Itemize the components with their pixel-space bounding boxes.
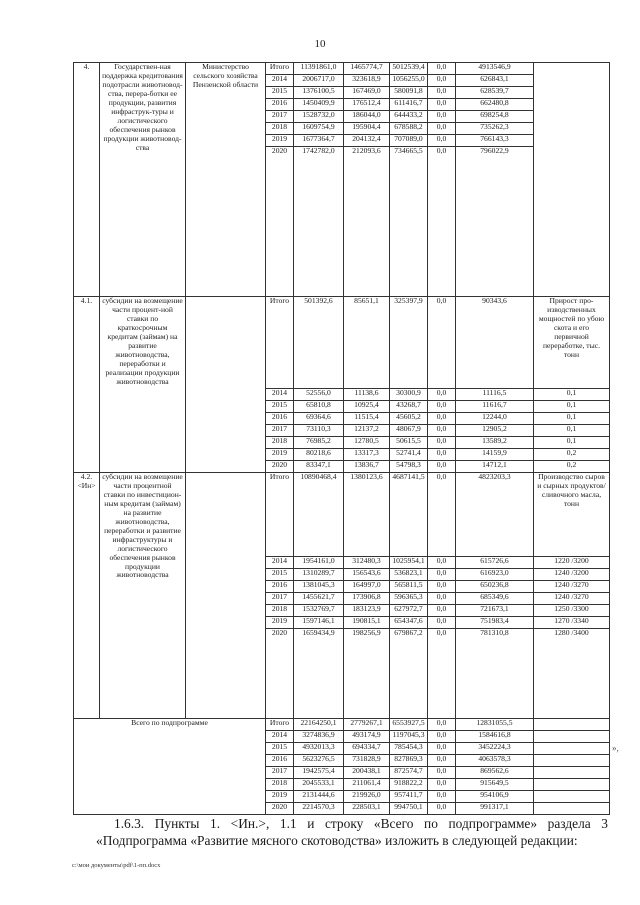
item-num: 4. bbox=[74, 63, 100, 297]
cell-other: 3452224,3 bbox=[456, 743, 534, 755]
cell-result bbox=[534, 63, 610, 297]
cell-other: 751983,4 bbox=[456, 617, 534, 629]
cell-total: 1381045,3 bbox=[294, 581, 344, 593]
cell-reg: 957411,7 bbox=[390, 791, 428, 803]
cell-other: 869562,6 bbox=[456, 767, 534, 779]
cell-reg: 734665,5 bbox=[390, 147, 428, 297]
amendment-paragraph bbox=[96, 815, 608, 849]
footer-file-path: c:\мои документы\pdf\1-пп.docx bbox=[72, 862, 161, 869]
cell-total: 83347,1 bbox=[294, 461, 344, 473]
cell-reg: 707089,0 bbox=[390, 135, 428, 147]
cell-loc: 0,0 bbox=[428, 743, 456, 755]
table-row bbox=[74, 297, 610, 389]
cell-other: 90343,6 bbox=[456, 297, 534, 389]
cell-year: Итого bbox=[266, 719, 294, 731]
cell-reg: 596365,3 bbox=[390, 593, 428, 605]
cell-year: 2019 bbox=[266, 135, 294, 147]
cell-reg: 45605,2 bbox=[390, 413, 428, 425]
cell-reg: 654347,6 bbox=[390, 617, 428, 629]
cell-total: 1376100,5 bbox=[294, 87, 344, 99]
cell-loc: 0,0 bbox=[428, 437, 456, 449]
cell-loc: 0,0 bbox=[428, 473, 456, 557]
cell-reg: 48067,9 bbox=[390, 425, 428, 437]
cell-year: 2015 bbox=[266, 569, 294, 581]
cell-fed: 195904,4 bbox=[344, 123, 390, 135]
cell-year: 2015 bbox=[266, 87, 294, 99]
cell-total: 501392,6 bbox=[294, 297, 344, 389]
cell-fed: 11515,4 bbox=[344, 413, 390, 425]
cell-result-value: 1270 /3340 bbox=[534, 617, 610, 629]
cell-loc: 0,0 bbox=[428, 147, 456, 297]
cell-year: 2020 bbox=[266, 147, 294, 297]
cell-result-value: 1240 /3270 bbox=[534, 593, 610, 605]
item-num: 4.1. bbox=[74, 297, 100, 473]
cell-reg: 1025954,1 bbox=[390, 557, 428, 569]
cell-other: 11116,5 bbox=[456, 389, 534, 401]
cell-loc: 0,0 bbox=[428, 75, 456, 87]
cell-result-value: 0,1 bbox=[534, 413, 610, 425]
cell-loc: 0,0 bbox=[428, 791, 456, 803]
cell-reg: 644433,2 bbox=[390, 111, 428, 123]
cell-year: Итого bbox=[266, 297, 294, 389]
cell-other: 662480,8 bbox=[456, 99, 534, 111]
cell-fed: 731828,9 bbox=[344, 755, 390, 767]
table-row bbox=[74, 473, 610, 557]
cell-total: 1742782,0 bbox=[294, 147, 344, 297]
total-label: Всего по подпрограмме bbox=[74, 719, 266, 815]
cell-loc: 0,0 bbox=[428, 731, 456, 743]
cell-fed: 228503,1 bbox=[344, 803, 390, 815]
cell-fed: 11138,6 bbox=[344, 389, 390, 401]
cell-other: 685349,6 bbox=[456, 593, 534, 605]
cell-loc: 0,0 bbox=[428, 557, 456, 569]
cell-total: 1528732,0 bbox=[294, 111, 344, 123]
cell-result-value: 0,2 bbox=[534, 449, 610, 461]
cell-year: 2017 bbox=[266, 593, 294, 605]
cell-other: 628539,7 bbox=[456, 87, 534, 99]
cell-total: 1942575,4 bbox=[294, 767, 344, 779]
cell-year: 2020 bbox=[266, 461, 294, 473]
cell-loc: 0,0 bbox=[428, 605, 456, 617]
cell-fed: 13836,7 bbox=[344, 461, 390, 473]
cell-reg: 536823,1 bbox=[390, 569, 428, 581]
cell-reg: 1197045,3 bbox=[390, 731, 428, 743]
cell-year: 2016 bbox=[266, 99, 294, 111]
cell-other: 735262,3 bbox=[456, 123, 534, 135]
cell-total: 1532769,7 bbox=[294, 605, 344, 617]
cell-fed: 212093,6 bbox=[344, 147, 390, 297]
page-number: 10 bbox=[314, 38, 326, 50]
cell-fed: 173906,8 bbox=[344, 593, 390, 605]
cell-other: 4823203,3 bbox=[456, 473, 534, 557]
item-name: Государствен-ная поддержка кредитования подотрасли животновод-ства, перера-ботки ее продукции, развития инфраструк-туры и логистического обеспечения рынков продукции животновод-ства bbox=[100, 63, 186, 297]
cell-fed: 164997,0 bbox=[344, 581, 390, 593]
cell-loc: 0,0 bbox=[428, 63, 456, 75]
cell-total: 2131444,6 bbox=[294, 791, 344, 803]
cell-fed: 12137,2 bbox=[344, 425, 390, 437]
cell-fed: 1380123,6 bbox=[344, 473, 390, 557]
cell-year: 2016 bbox=[266, 413, 294, 425]
cell-other: 915649,5 bbox=[456, 779, 534, 791]
cell-result-value: 1250 /3300 bbox=[534, 605, 610, 617]
cell-reg: 679867,2 bbox=[390, 629, 428, 719]
cell-total: 11391861,0 bbox=[294, 63, 344, 75]
cell-other: 991317,1 bbox=[456, 803, 534, 815]
cell-other: 14159,9 bbox=[456, 449, 534, 461]
cell-other: 12905,2 bbox=[456, 425, 534, 437]
cell-loc: 0,0 bbox=[428, 803, 456, 815]
cell-result-value bbox=[534, 719, 610, 731]
cell-reg: 611416,7 bbox=[390, 99, 428, 111]
cell-total: 3274836,9 bbox=[294, 731, 344, 743]
cell-reg: 785454,3 bbox=[390, 743, 428, 755]
cell-result-value: 0,1 bbox=[534, 425, 610, 437]
cell-total: 2214570,3 bbox=[294, 803, 344, 815]
cell-loc: 0,0 bbox=[428, 401, 456, 413]
cell-result: Прирост про-изводственных мощностей по убою скота и его первичной переработке, тыс. тонн bbox=[534, 297, 610, 389]
cell-result-value bbox=[534, 743, 610, 755]
cell-result-value bbox=[534, 791, 610, 803]
cell-year: 2016 bbox=[266, 755, 294, 767]
cell-reg: 54798,3 bbox=[390, 461, 428, 473]
cell-other: 616923,0 bbox=[456, 569, 534, 581]
cell-year: 2019 bbox=[266, 791, 294, 803]
cell-other: 4913546,9 bbox=[456, 63, 534, 75]
cell-year: 2019 bbox=[266, 449, 294, 461]
cell-loc: 0,0 bbox=[428, 87, 456, 99]
cell-total: 1677364,7 bbox=[294, 135, 344, 147]
cell-total: 69364,6 bbox=[294, 413, 344, 425]
cell-loc: 0,0 bbox=[428, 617, 456, 629]
cell-loc: 0,0 bbox=[428, 569, 456, 581]
cell-loc: 0,0 bbox=[428, 111, 456, 123]
cell-reg: 994750,1 bbox=[390, 803, 428, 815]
cell-result-value bbox=[534, 755, 610, 767]
cell-result-value: 0,1 bbox=[534, 437, 610, 449]
cell-reg: 30300,9 bbox=[390, 389, 428, 401]
cell-result-value bbox=[534, 731, 610, 743]
cell-fed: 200438,1 bbox=[344, 767, 390, 779]
cell-other: 4063578,3 bbox=[456, 755, 534, 767]
cell-other: 14712,1 bbox=[456, 461, 534, 473]
cell-year: 2018 bbox=[266, 605, 294, 617]
cell-loc: 0,0 bbox=[428, 581, 456, 593]
cell-total: 1954161,0 bbox=[294, 557, 344, 569]
cell-fed: 493174,9 bbox=[344, 731, 390, 743]
cell-total: 10890468,4 bbox=[294, 473, 344, 557]
cell-year: 2016 bbox=[266, 581, 294, 593]
cell-result-value bbox=[534, 779, 610, 791]
cell-reg: 52741,4 bbox=[390, 449, 428, 461]
cell-year: 2017 bbox=[266, 111, 294, 123]
item-num: 4.2. <Ин> bbox=[74, 473, 100, 719]
cell-other: 721673,1 bbox=[456, 605, 534, 617]
cell-loc: 0,0 bbox=[428, 135, 456, 147]
cell-fed: 323618,9 bbox=[344, 75, 390, 87]
cell-year: 2014 bbox=[266, 557, 294, 569]
item-exec bbox=[186, 473, 266, 719]
cell-year: 2014 bbox=[266, 731, 294, 743]
cell-other: 796022,9 bbox=[456, 147, 534, 297]
cell-total: 1609754,9 bbox=[294, 123, 344, 135]
margin-mark: », bbox=[612, 743, 619, 753]
cell-loc: 0,0 bbox=[428, 413, 456, 425]
cell-year: 2014 bbox=[266, 75, 294, 87]
cell-year: 2018 bbox=[266, 779, 294, 791]
cell-result-value bbox=[534, 767, 610, 779]
cell-result-value: 1240 /3200 bbox=[534, 569, 610, 581]
cell-year: 2014 bbox=[266, 389, 294, 401]
cell-total: 1597146,1 bbox=[294, 617, 344, 629]
cell-loc: 0,0 bbox=[428, 389, 456, 401]
cell-total: 4932013,3 bbox=[294, 743, 344, 755]
cell-total: 1450409,9 bbox=[294, 99, 344, 111]
cell-reg: 827869,3 bbox=[390, 755, 428, 767]
budget-table bbox=[73, 62, 610, 815]
cell-fed: 183123,9 bbox=[344, 605, 390, 617]
cell-other: 954106,9 bbox=[456, 791, 534, 803]
cell-other: 626843,1 bbox=[456, 75, 534, 87]
cell-reg: 1056255,0 bbox=[390, 75, 428, 87]
table-row bbox=[74, 63, 610, 75]
cell-year: 2018 bbox=[266, 437, 294, 449]
cell-other: 11616,7 bbox=[456, 401, 534, 413]
cell-result-value: 0,1 bbox=[534, 389, 610, 401]
cell-total: 5623276,5 bbox=[294, 755, 344, 767]
cell-other: 698254,8 bbox=[456, 111, 534, 123]
cell-other: 781310,8 bbox=[456, 629, 534, 719]
cell-result: Производство сыров и сырных продуктов/ сливочного масла, тонн bbox=[534, 473, 610, 557]
cell-fed: 2779267,1 bbox=[344, 719, 390, 731]
item-name: субсидии на возмещение части процент-ной ставки по краткосрочным кредитам (займам) на развитие животноводства, переработки и реализации продукции животноводства bbox=[100, 297, 186, 473]
cell-fed: 186044,0 bbox=[344, 111, 390, 123]
cell-reg: 627972,7 bbox=[390, 605, 428, 617]
cell-total: 1659434,9 bbox=[294, 629, 344, 719]
cell-year: Итого bbox=[266, 473, 294, 557]
cell-result-value bbox=[534, 803, 610, 815]
cell-loc: 0,0 bbox=[428, 123, 456, 135]
cell-total: 2045533,1 bbox=[294, 779, 344, 791]
cell-loc: 0,0 bbox=[428, 755, 456, 767]
cell-loc: 0,0 bbox=[428, 99, 456, 111]
cell-year: 2019 bbox=[266, 617, 294, 629]
cell-other: 650236,8 bbox=[456, 581, 534, 593]
amendment-text: 1.6.3. Пункты 1. <Ин.>, 1.1 и строку «Всего по подпрограмме» раздела 3 «Подпрограмма «Развитие мясного скотоводства» изложить в следующей редакции: bbox=[96, 816, 608, 848]
cell-other: 615726,6 bbox=[456, 557, 534, 569]
cell-loc: 0,0 bbox=[428, 779, 456, 791]
cell-reg: 325397,9 bbox=[390, 297, 428, 389]
cell-loc: 0,0 bbox=[428, 629, 456, 719]
cell-reg: 565811,5 bbox=[390, 581, 428, 593]
cell-year: 2017 bbox=[266, 425, 294, 437]
cell-reg: 6553927,5 bbox=[390, 719, 428, 731]
cell-loc: 0,0 bbox=[428, 297, 456, 389]
cell-other: 12831055,5 bbox=[456, 719, 534, 731]
cell-total: 65810,8 bbox=[294, 401, 344, 413]
item-exec bbox=[186, 297, 266, 473]
cell-year: 2020 bbox=[266, 629, 294, 719]
cell-result-value: 0,2 bbox=[534, 461, 610, 473]
cell-loc: 0,0 bbox=[428, 425, 456, 437]
cell-fed: 176512,4 bbox=[344, 99, 390, 111]
cell-fed: 694334,7 bbox=[344, 743, 390, 755]
cell-fed: 204132,4 bbox=[344, 135, 390, 147]
cell-total: 76985,2 bbox=[294, 437, 344, 449]
cell-fed: 156543,6 bbox=[344, 569, 390, 581]
cell-fed: 167469,0 bbox=[344, 87, 390, 99]
cell-reg: 872574,7 bbox=[390, 767, 428, 779]
cell-fed: 1465774,7 bbox=[344, 63, 390, 75]
cell-total: 2006717,0 bbox=[294, 75, 344, 87]
cell-fed: 312480,3 bbox=[344, 557, 390, 569]
cell-result-value: 1240 /3270 bbox=[534, 581, 610, 593]
cell-reg: 50615,5 bbox=[390, 437, 428, 449]
cell-loc: 0,0 bbox=[428, 449, 456, 461]
cell-fed: 13317,3 bbox=[344, 449, 390, 461]
cell-year: Итого bbox=[266, 63, 294, 75]
cell-total: 1455621,7 bbox=[294, 593, 344, 605]
cell-reg: 580091,8 bbox=[390, 87, 428, 99]
cell-total: 22164250,1 bbox=[294, 719, 344, 731]
cell-other: 13589,2 bbox=[456, 437, 534, 449]
cell-fed: 12780,5 bbox=[344, 437, 390, 449]
cell-result-value: 1220 /3200 bbox=[534, 557, 610, 569]
cell-total: 1310289,7 bbox=[294, 569, 344, 581]
cell-reg: 5012539,4 bbox=[390, 63, 428, 75]
cell-loc: 0,0 bbox=[428, 593, 456, 605]
cell-loc: 0,0 bbox=[428, 767, 456, 779]
cell-fed: 211061,4 bbox=[344, 779, 390, 791]
table-row bbox=[74, 719, 610, 731]
cell-year: 2015 bbox=[266, 743, 294, 755]
cell-fed: 190815,1 bbox=[344, 617, 390, 629]
cell-fed: 219926,0 bbox=[344, 791, 390, 803]
cell-reg: 678588,2 bbox=[390, 123, 428, 135]
cell-year: 2020 bbox=[266, 803, 294, 815]
cell-result-value: 1280 /3400 bbox=[534, 629, 610, 719]
item-name: субсидии на возмещение части процентной ставки по инвестицион-ным кредитам (займам) на развитие животноводства, переработки и развитие инфраструктуры и логистического обеспечения рынков продукции животноводства bbox=[100, 473, 186, 719]
cell-result-value: 0,1 bbox=[534, 401, 610, 413]
cell-other: 766143,3 bbox=[456, 135, 534, 147]
cell-total: 52556,0 bbox=[294, 389, 344, 401]
cell-loc: 0,0 bbox=[428, 461, 456, 473]
item-exec: Министерство сельского хозяйства Пензенской области bbox=[186, 63, 266, 297]
cell-fed: 85651,1 bbox=[344, 297, 390, 389]
cell-other: 12244,0 bbox=[456, 413, 534, 425]
cell-total: 73110,3 bbox=[294, 425, 344, 437]
cell-other: 1584616,8 bbox=[456, 731, 534, 743]
cell-reg: 918822,2 bbox=[390, 779, 428, 791]
cell-year: 2015 bbox=[266, 401, 294, 413]
cell-fed: 10925,4 bbox=[344, 401, 390, 413]
cell-total: 80218,6 bbox=[294, 449, 344, 461]
cell-reg: 43268,7 bbox=[390, 401, 428, 413]
cell-reg: 4687141,5 bbox=[390, 473, 428, 557]
cell-year: 2018 bbox=[266, 123, 294, 135]
cell-loc: 0,0 bbox=[428, 719, 456, 731]
cell-year: 2017 bbox=[266, 767, 294, 779]
cell-fed: 198256,9 bbox=[344, 629, 390, 719]
